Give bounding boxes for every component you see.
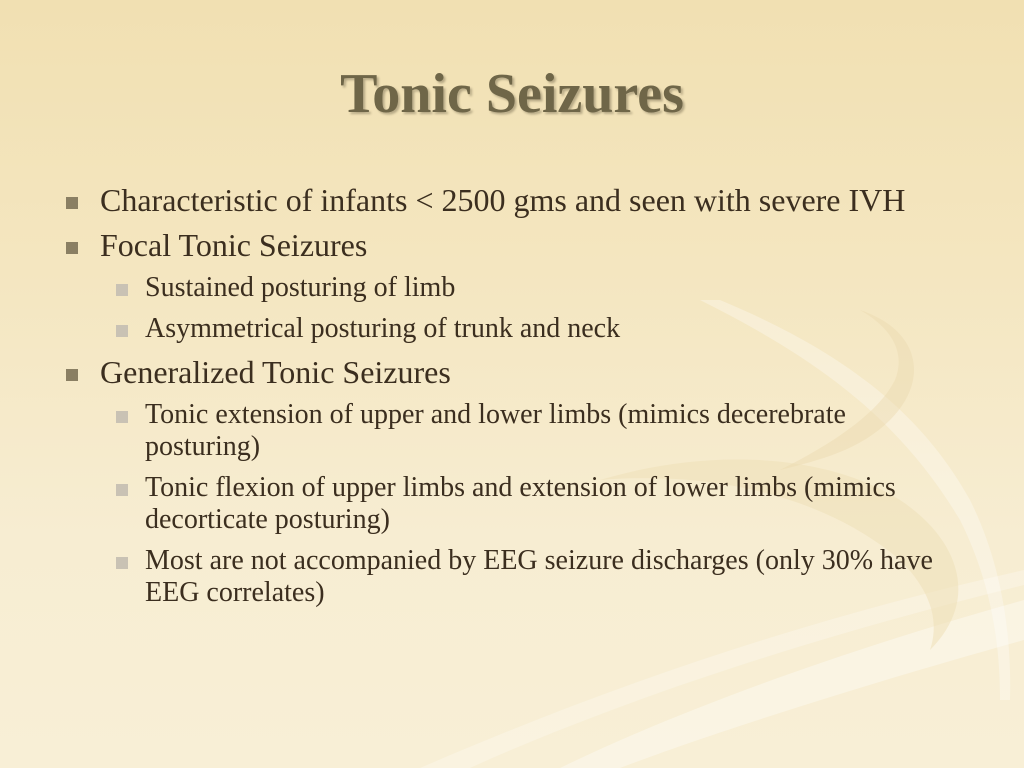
sub-bullet-list — [62, 399, 952, 609]
bullet-item — [62, 354, 952, 390]
sub-bullet-item — [107, 399, 952, 463]
sub-bullet-text: Asymmetrical posturing of trunk and neck — [145, 313, 621, 344]
square-bullet-icon — [66, 197, 78, 209]
sub-bullet-item — [107, 472, 952, 536]
sub-bullet-item — [107, 272, 952, 304]
square-sub-bullet-icon — [116, 325, 128, 337]
bullet-text: Focal Tonic Seizures — [100, 227, 368, 263]
sub-bullet-text: Sustained posturing of limb — [145, 272, 456, 303]
square-bullet-icon — [66, 369, 78, 381]
sub-bullet-item — [107, 545, 952, 609]
sub-bullet-item — [107, 313, 952, 345]
square-sub-bullet-icon — [116, 484, 128, 496]
slide-title: Tonic Seizures — [340, 63, 684, 125]
sub-bullet-text: Most are not accompanied by EEG seizure discharges (only 30% have EEG correlates) — [145, 545, 933, 608]
square-sub-bullet-icon — [116, 411, 128, 423]
square-sub-bullet-icon — [116, 557, 128, 569]
square-sub-bullet-icon — [116, 284, 128, 296]
sub-bullet-text: Tonic extension of upper and lower limbs (mimics decerebrate posturing) — [145, 399, 846, 462]
bullet-item — [62, 182, 952, 218]
bullet-text: Generalized Tonic Seizures — [100, 354, 451, 390]
sub-bullet-list — [62, 272, 952, 345]
bullet-item — [62, 227, 952, 263]
square-bullet-icon — [66, 242, 78, 254]
bullet-text: Characteristic of infants < 2500 gms and seen with severe IVH — [100, 182, 906, 218]
sub-bullet-text: Tonic flexion of upper limbs and extension of lower limbs (mimics decorticate posturing) — [145, 472, 896, 535]
bullet-list — [62, 182, 952, 618]
